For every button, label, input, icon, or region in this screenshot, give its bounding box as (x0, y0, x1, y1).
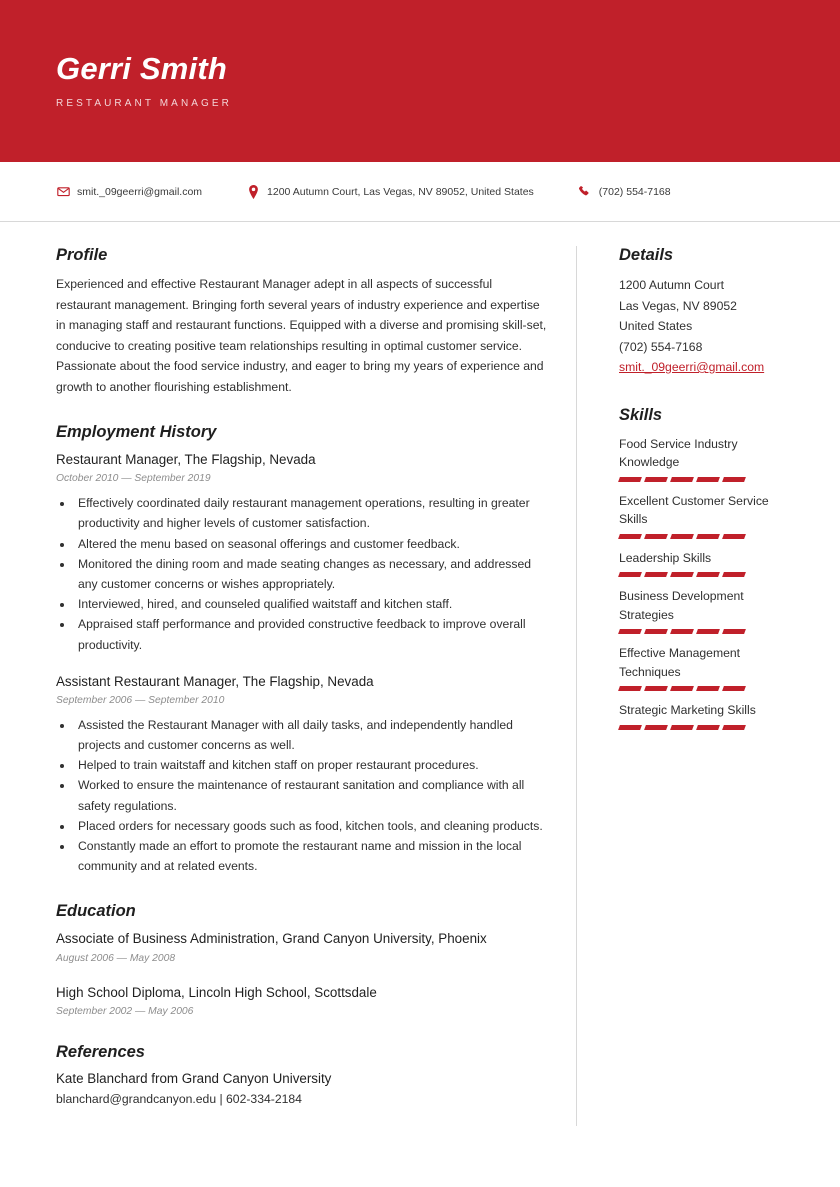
employment-title: Assistant Restaurant Manager, The Flagship, Nevada (56, 673, 374, 689)
education-entry (56, 930, 548, 963)
skill-pip (670, 477, 694, 482)
skill-pip (696, 534, 720, 539)
list-item: • Monitored the dining room and made seating changes as necessary, and addressed any customer concerns or wishes appropriately. (74, 554, 548, 594)
skill-pip (696, 477, 720, 482)
section-heading-education: Education (56, 902, 136, 921)
profile-text: Experienced and effective Restaurant Manager adept in all aspects of successful restaurant management. Bringing forth several years of industry experience and expertise in managing staff and restaurant functions. Equipped with a diverse and promising skill-set, conducive to creating positive team relationships resulting in optimal customer service. Passionate about the food service industry, and eager to bring my years of experience and growth to another flourishing establishment. (56, 277, 547, 394)
skill-rating (619, 572, 784, 577)
skill-item (619, 644, 784, 691)
resume-body (0, 222, 840, 1126)
skill-item (619, 549, 784, 578)
list-item: • Worked to ensure the maintenance of restaurant sanitation and compliance with all safety regulations. (74, 775, 548, 815)
detail-address-street: 1200 Autumn Court (619, 278, 725, 292)
list-item: • Effectively coordinated daily restaurant management operations, resulting in greater productivity and higher levels of customer satisfaction. (74, 493, 548, 533)
skill-pip (618, 534, 642, 539)
skill-pip (644, 534, 668, 539)
sidebar-column (576, 246, 784, 1126)
skill-pip (722, 477, 746, 482)
skill-item (619, 435, 784, 482)
skill-pip (670, 725, 694, 730)
section-heading-profile: Profile (56, 246, 108, 264)
email-icon (56, 185, 70, 199)
education-dates: August 2006 — May 2008 (56, 952, 176, 964)
skill-pip (644, 572, 668, 577)
section-heading-details: Details (619, 246, 674, 264)
skill-pip (644, 686, 668, 691)
main-column (56, 246, 576, 1126)
skill-pip (696, 572, 720, 577)
skill-pip (722, 686, 746, 691)
skill-pip (618, 629, 642, 634)
employment-entry (56, 673, 548, 877)
contact-bar (0, 162, 840, 222)
skill-label: Business Development Strategies (619, 589, 744, 622)
employment-dates: September 2006 — September 2010 (56, 694, 225, 706)
education-dates: September 2002 — May 2006 (56, 1005, 194, 1017)
skill-pip (670, 534, 694, 539)
skill-label: Strategic Marketing Skills (619, 703, 756, 717)
list-item: • Constantly made an effort to promote the restaurant name and mission in the local community and at related events. (74, 836, 548, 876)
list-item: • Helped to train waitstaff and kitchen staff on proper restaurant procedures. (74, 755, 548, 775)
list-item: • Interviewed, hired, and counseled qualified waitstaff and kitchen staff. (74, 594, 548, 614)
resume-header (0, 0, 840, 162)
list-item: • Assisted the Restaurant Manager with all daily tasks, and independently handled projects and customer concerns as well. (74, 715, 548, 755)
skill-rating (619, 629, 784, 634)
skill-pip (670, 572, 694, 577)
education-title: High School Diploma, Lincoln High School, Scottsdale (56, 984, 377, 1000)
skill-rating (619, 477, 784, 482)
reference-contact: blanchard@grandcanyon.edu | 602-334-2184 (56, 1091, 302, 1106)
contact-address[interactable] (246, 185, 534, 199)
skill-pip (618, 572, 642, 577)
skill-pip (618, 477, 642, 482)
header-job-title: RESTAURANT MANAGER (56, 98, 233, 110)
skill-pip (644, 725, 668, 730)
page-title: Gerri Smith (56, 51, 228, 86)
reference-name: Kate Blanchard from Grand Canyon University (56, 1070, 332, 1086)
location-pin-icon (246, 185, 260, 199)
skill-rating (619, 686, 784, 691)
skill-pip (670, 686, 694, 691)
skill-item (619, 587, 784, 634)
skill-rating (619, 534, 784, 539)
list-item: • Placed orders for necessary goods such as food, kitchen tools, and cleaning products. (74, 816, 548, 836)
skill-label: Food Service Industry Knowledge (619, 436, 738, 469)
skill-pip (670, 629, 694, 634)
detail-email-link[interactable]: smit._09geerri@gmail.com (619, 360, 765, 374)
skill-pip (696, 686, 720, 691)
skill-label: Excellent Customer Service Skills (619, 493, 769, 526)
skill-pip (722, 572, 746, 577)
education-entry (56, 984, 548, 1017)
skills-block (619, 406, 784, 730)
education-title: Associate of Business Administration, Grand Canyon University, Phoenix (56, 931, 487, 947)
skill-pip (722, 629, 746, 634)
employment-bullets (74, 715, 548, 877)
contact-address-text: 1200 Autumn Court, Las Vegas, NV 89052, United States (267, 185, 534, 198)
skill-pip (644, 477, 668, 482)
employment-entry (56, 451, 548, 655)
skill-pip (696, 629, 720, 634)
list-item: • Appraised staff performance and provided constructive feedback to improve overall productivity. (74, 614, 548, 654)
skill-item (619, 701, 784, 730)
skill-pip (644, 629, 668, 634)
list-item: • Altered the menu based on seasonal offerings and customer feedback. (74, 534, 548, 554)
contact-email[interactable] (56, 185, 202, 199)
skill-pip (618, 725, 642, 730)
detail-address-city: Las Vegas, NV 89052 (619, 298, 737, 313)
employment-title: Restaurant Manager, The Flagship, Nevada (56, 452, 316, 467)
skill-label: Leadership Skills (619, 550, 712, 565)
skill-pip (696, 725, 720, 730)
detail-phone: (702) 554-7168 (619, 339, 703, 354)
contact-phone-text: (702) 554-7168 (598, 185, 671, 198)
skill-pip (618, 686, 642, 691)
employment-dates: October 2010 — September 2019 (56, 473, 211, 485)
skill-pip (722, 534, 746, 539)
detail-address-country: United States (619, 319, 693, 333)
skill-label: Effective Management Techniques (619, 646, 741, 679)
skill-rating (619, 725, 784, 730)
phone-icon (578, 185, 592, 199)
section-heading-references: References (56, 1042, 145, 1061)
section-heading-skills: Skills (619, 405, 663, 424)
section-heading-employment: Employment History (56, 423, 217, 441)
skill-pip (722, 725, 746, 730)
skill-item (619, 492, 784, 539)
employment-bullets (74, 493, 548, 655)
contact-phone[interactable] (578, 185, 671, 199)
contact-email-text: smit._09geerri@gmail.com (77, 185, 203, 198)
